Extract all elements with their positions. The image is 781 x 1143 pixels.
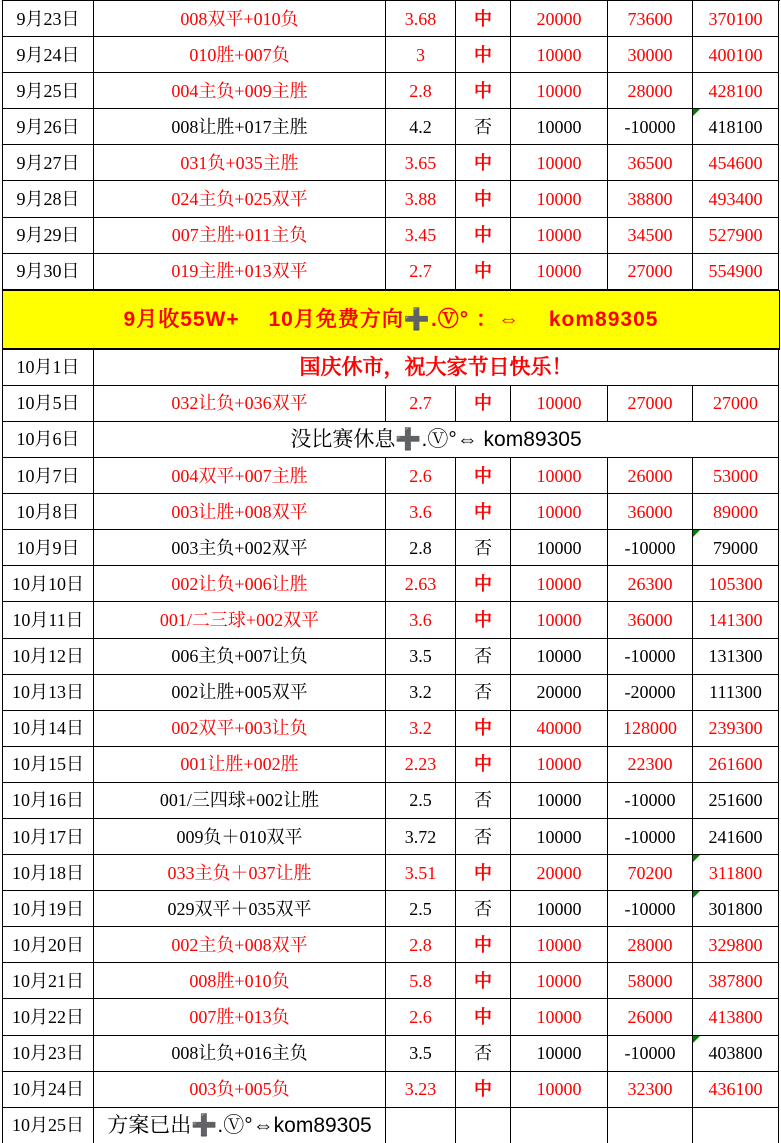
cell-stake[interactable]: 10000 — [511, 254, 608, 290]
cell-profit[interactable]: 32300 — [608, 1072, 693, 1108]
cell-pick[interactable]: 032让负+036双平 — [94, 386, 386, 422]
green-corner-marker-icon — [693, 530, 700, 537]
cell-total[interactable]: 141300 — [693, 602, 779, 638]
cell-date[interactable]: 10月1日 — [3, 350, 94, 386]
cell-result[interactable] — [456, 1108, 511, 1143]
plan-note-cell[interactable]: 方案已出➕.Ⓥ°⇔kom89305 — [94, 1108, 386, 1143]
cell-stake[interactable]: 10000 — [511, 73, 608, 109]
cell-odds[interactable]: 5.8 — [386, 963, 456, 999]
cell-total[interactable]: 241600 — [693, 819, 779, 855]
cell-profit[interactable]: 30000 — [608, 37, 693, 73]
cell-result[interactable]: 中 — [456, 747, 511, 783]
cell-stake[interactable]: 10000 — [511, 386, 608, 422]
cell-odds[interactable]: 2.8 — [386, 927, 456, 963]
cell-odds[interactable]: 3.6 — [386, 602, 456, 638]
cell-stake[interactable]: 10000 — [511, 218, 608, 254]
cell-pick[interactable]: 033主负＋037让胜 — [94, 855, 386, 891]
cell-date[interactable]: 10月25日 — [3, 1108, 94, 1143]
cell-stake[interactable]: 10000 — [511, 1072, 608, 1108]
cell-pick[interactable]: 008双平+010负 — [94, 1, 386, 37]
cell-result[interactable]: 中 — [456, 566, 511, 602]
cell-total[interactable]: 105300 — [693, 566, 779, 602]
cell-pick[interactable]: 008胜+010负 — [94, 963, 386, 999]
cell-stake[interactable]: 10000 — [511, 927, 608, 963]
cell-odds[interactable]: 3.45 — [386, 218, 456, 254]
cell-date[interactable]: 10月14日 — [3, 711, 94, 747]
cell-stake[interactable]: 10000 — [511, 602, 608, 638]
cell-pick[interactable]: 008让负+016主负 — [94, 1036, 386, 1072]
green-corner-marker-icon — [693, 109, 700, 116]
cell-profit[interactable]: 70200 — [608, 855, 693, 891]
cell-pick[interactable]: 002双平+003让负 — [94, 711, 386, 747]
cell-date[interactable]: 10月13日 — [3, 675, 94, 711]
cell-profit[interactable]: 73600 — [608, 1, 693, 37]
table-row — [3, 819, 780, 855]
cell-pick[interactable]: 002主负+008双平 — [94, 927, 386, 963]
cell-total[interactable]: 454600 — [693, 145, 779, 181]
cell-stake[interactable]: 10000 — [511, 109, 608, 145]
cell-pick[interactable]: 002让负+006让胜 — [94, 566, 386, 602]
cell-date[interactable]: 10月19日 — [3, 891, 94, 927]
cell-result[interactable]: 中 — [456, 494, 511, 530]
cell-result[interactable]: 中 — [456, 145, 511, 181]
table-row — [3, 386, 780, 422]
cell-result[interactable]: 否 — [456, 1036, 511, 1072]
cell-pick[interactable]: 001/三四球+002让胜 — [94, 783, 386, 819]
cell-date[interactable]: 9月25日 — [3, 73, 94, 109]
table-row — [3, 891, 780, 927]
cell-profit[interactable]: 36000 — [608, 494, 693, 530]
cell-pick[interactable]: 003主负+002双平 — [94, 530, 386, 566]
table-row — [3, 963, 780, 999]
table-row — [3, 711, 780, 747]
table-row — [3, 747, 780, 783]
cell-odds[interactable]: 3.51 — [386, 855, 456, 891]
cell-odds[interactable]: 2.63 — [386, 566, 456, 602]
cell-date[interactable]: 9月29日 — [3, 218, 94, 254]
cell-result[interactable]: 中 — [456, 602, 511, 638]
cell-total[interactable]: 53000 — [693, 458, 779, 494]
cell-profit[interactable]: 28000 — [608, 73, 693, 109]
cell-date[interactable]: 10月5日 — [3, 386, 94, 422]
cell-date[interactable]: 10月8日 — [3, 494, 94, 530]
cell-stake[interactable]: 40000 — [511, 711, 608, 747]
table-row — [3, 37, 780, 73]
betting-results-table — [2, 0, 780, 1143]
cell-profit[interactable]: 26300 — [608, 566, 693, 602]
cell-profit[interactable]: 34500 — [608, 218, 693, 254]
cell-date[interactable]: 10月12日 — [3, 639, 94, 675]
cell-odds[interactable]: 3.88 — [386, 181, 456, 217]
cell-profit[interactable]: -10000 — [608, 639, 693, 675]
cell-result[interactable]: 中 — [456, 963, 511, 999]
cell-odds[interactable]: 3.2 — [386, 675, 456, 711]
cell-odds[interactable]: 4.2 — [386, 109, 456, 145]
cell-stake[interactable]: 10000 — [511, 458, 608, 494]
cell-pick[interactable]: 004双平+007主胜 — [94, 458, 386, 494]
cell-result[interactable]: 中 — [456, 855, 511, 891]
cell-result[interactable]: 否 — [456, 530, 511, 566]
table-row — [3, 1, 780, 37]
table-row — [3, 422, 780, 458]
cell-stake[interactable]: 20000 — [511, 675, 608, 711]
cell-stake[interactable]: 10000 — [511, 819, 608, 855]
cell-odds[interactable]: 2.5 — [386, 891, 456, 927]
cell-stake[interactable]: 20000 — [511, 1, 608, 37]
table-row — [3, 218, 780, 254]
green-corner-marker-icon — [693, 891, 700, 898]
cell-result[interactable]: 中 — [456, 999, 511, 1035]
cell-date[interactable]: 10月6日 — [3, 422, 94, 458]
cell-result[interactable]: 中 — [456, 181, 511, 217]
cell-total[interactable]: 554900 — [693, 254, 779, 290]
cell-date[interactable]: 10月22日 — [3, 999, 94, 1035]
cell-profit[interactable]: 22300 — [608, 747, 693, 783]
cell-profit[interactable]: -10000 — [608, 783, 693, 819]
table-row — [3, 145, 780, 181]
table-row — [3, 494, 780, 530]
cell-odds[interactable]: 3.65 — [386, 145, 456, 181]
table-row — [3, 855, 780, 891]
cell-stake[interactable]: 10000 — [511, 37, 608, 73]
cell-profit[interactable]: 26000 — [608, 999, 693, 1035]
cell-result[interactable]: 中 — [456, 458, 511, 494]
cell-odds[interactable]: 3.23 — [386, 1072, 456, 1108]
cell-total[interactable]: 89000 — [693, 494, 779, 530]
table-row — [3, 675, 780, 711]
cell-profit[interactable]: -10000 — [608, 1036, 693, 1072]
cell-result[interactable]: 中 — [456, 37, 511, 73]
cell-odds[interactable] — [386, 1108, 456, 1143]
cell-odds[interactable]: 3.6 — [386, 494, 456, 530]
cell-total[interactable]: 261600 — [693, 747, 779, 783]
cell-total[interactable]: 400100 — [693, 37, 779, 73]
cell-profit[interactable]: -20000 — [608, 675, 693, 711]
cell-total[interactable]: 387800 — [693, 963, 779, 999]
table-row — [3, 530, 780, 566]
cell-result[interactable]: 否 — [456, 783, 511, 819]
cell-total[interactable]: 403800 — [693, 1036, 779, 1072]
table-row — [3, 290, 780, 350]
cell-total[interactable] — [693, 1108, 779, 1143]
cell-profit[interactable]: -10000 — [608, 530, 693, 566]
cell-profit[interactable]: 36000 — [608, 602, 693, 638]
cell-result[interactable]: 中 — [456, 1072, 511, 1108]
cell-total[interactable]: 329800 — [693, 927, 779, 963]
cell-pick[interactable]: 029双平＋035双平 — [94, 891, 386, 927]
cell-date[interactable]: 10月23日 — [3, 1036, 94, 1072]
cell-pick[interactable]: 008让胜+017主胜 — [94, 109, 386, 145]
cell-total[interactable]: 239300 — [693, 711, 779, 747]
table-row — [3, 566, 780, 602]
cell-profit[interactable] — [608, 1108, 693, 1143]
cell-date[interactable]: 9月23日 — [3, 1, 94, 37]
cell-pick[interactable]: 019主胜+013双平 — [94, 254, 386, 290]
cell-pick[interactable]: 006主负+007让负 — [94, 639, 386, 675]
cell-odds[interactable]: 2.7 — [386, 254, 456, 290]
cell-stake[interactable]: 10000 — [511, 639, 608, 675]
green-corner-marker-icon — [693, 855, 700, 862]
cell-total[interactable]: 370100 — [693, 1, 779, 37]
table-row — [3, 639, 780, 675]
cell-date[interactable]: 10月18日 — [3, 855, 94, 891]
table-row — [3, 350, 780, 386]
cell-pick[interactable]: 024主负+025双平 — [94, 181, 386, 217]
cell-result[interactable]: 否 — [456, 891, 511, 927]
cell-odds[interactable]: 3.68 — [386, 1, 456, 37]
cell-total[interactable]: 111300 — [693, 675, 779, 711]
cell-profit[interactable]: 27000 — [608, 254, 693, 290]
cell-odds[interactable]: 3.5 — [386, 1036, 456, 1072]
cell-total[interactable]: 428100 — [693, 73, 779, 109]
cell-date[interactable]: 9月28日 — [3, 181, 94, 217]
cell-total[interactable]: 493400 — [693, 181, 779, 217]
cell-stake[interactable] — [511, 1108, 608, 1143]
cell-date[interactable]: 10月24日 — [3, 1072, 94, 1108]
cell-result[interactable]: 中 — [456, 1, 511, 37]
note-cell[interactable]: 国庆休市，祝大家节日快乐！ — [94, 350, 779, 386]
cell-odds[interactable]: 2.6 — [386, 458, 456, 494]
cell-pick[interactable]: 001/二三球+002双平 — [94, 602, 386, 638]
cell-total[interactable]: 413800 — [693, 999, 779, 1035]
cell-total[interactable]: 418100 — [693, 109, 779, 145]
table-row — [3, 602, 780, 638]
cell-date[interactable]: 10月21日 — [3, 963, 94, 999]
cell-odds[interactable]: 3.72 — [386, 819, 456, 855]
cell-odds[interactable]: 2.8 — [386, 73, 456, 109]
cell-pick[interactable]: 010胜+007负 — [94, 37, 386, 73]
cell-stake[interactable]: 10000 — [511, 891, 608, 927]
cell-stake[interactable]: 10000 — [511, 566, 608, 602]
cell-pick[interactable]: 001让胜+002胜 — [94, 747, 386, 783]
cell-date[interactable]: 10月17日 — [3, 819, 94, 855]
cell-stake[interactable]: 10000 — [511, 181, 608, 217]
cell-date[interactable]: 9月27日 — [3, 145, 94, 181]
cell-profit[interactable]: -10000 — [608, 109, 693, 145]
cell-result[interactable]: 否 — [456, 819, 511, 855]
cell-stake[interactable]: 10000 — [511, 494, 608, 530]
cell-pick[interactable]: 031负+035主胜 — [94, 145, 386, 181]
cell-total[interactable]: 251600 — [693, 783, 779, 819]
table-row — [3, 999, 780, 1035]
cell-total[interactable]: 527900 — [693, 218, 779, 254]
cell-total[interactable]: 79000 — [693, 530, 779, 566]
cell-odds[interactable]: 3.2 — [386, 711, 456, 747]
cell-date[interactable]: 10月15日 — [3, 747, 94, 783]
table-row — [3, 181, 780, 217]
green-corner-marker-icon — [693, 1036, 700, 1043]
cell-stake[interactable]: 10000 — [511, 963, 608, 999]
cell-date[interactable]: 10月10日 — [3, 566, 94, 602]
cell-total[interactable]: 27000 — [693, 386, 779, 422]
cell-date[interactable]: 9月24日 — [3, 37, 94, 73]
cell-pick[interactable]: 003让胜+008双平 — [94, 494, 386, 530]
table-row — [3, 1036, 780, 1072]
cell-odds[interactable]: 2.6 — [386, 999, 456, 1035]
cell-stake[interactable]: 10000 — [511, 747, 608, 783]
cell-total[interactable]: 131300 — [693, 639, 779, 675]
cell-stake[interactable]: 10000 — [511, 1036, 608, 1072]
cell-odds[interactable]: 2.7 — [386, 386, 456, 422]
table-row — [3, 783, 780, 819]
cell-result[interactable]: 中 — [456, 254, 511, 290]
table-row — [3, 254, 780, 290]
table-row — [3, 927, 780, 963]
cell-total[interactable]: 301800 — [693, 891, 779, 927]
cell-odds[interactable]: 2.5 — [386, 783, 456, 819]
cell-profit[interactable]: -10000 — [608, 891, 693, 927]
cell-stake[interactable]: 10000 — [511, 999, 608, 1035]
table-row — [3, 458, 780, 494]
cell-odds[interactable]: 2.23 — [386, 747, 456, 783]
cell-date[interactable]: 9月26日 — [3, 109, 94, 145]
cell-date[interactable]: 10月9日 — [3, 530, 94, 566]
cell-result[interactable]: 中 — [456, 386, 511, 422]
cell-total[interactable]: 311800 — [693, 855, 779, 891]
cell-date[interactable]: 10月16日 — [3, 783, 94, 819]
table-row — [3, 1108, 780, 1143]
promo-banner[interactable]: 9月收55W+ 10月免费方向➕.Ⓥ° ：⇔ kom89305 — [3, 290, 780, 350]
cell-profit[interactable]: 58000 — [608, 963, 693, 999]
cell-date[interactable]: 10月11日 — [3, 602, 94, 638]
cell-profit[interactable]: -10000 — [608, 819, 693, 855]
cell-date[interactable]: 10月7日 — [3, 458, 94, 494]
cell-result[interactable]: 中 — [456, 218, 511, 254]
cell-result[interactable]: 否 — [456, 675, 511, 711]
cell-date[interactable]: 10月20日 — [3, 927, 94, 963]
table-row — [3, 73, 780, 109]
note-cell[interactable]: 没比赛休息➕.Ⓥ°⇔ kom89305 — [94, 422, 779, 458]
cell-result[interactable]: 中 — [456, 711, 511, 747]
cell-result[interactable]: 中 — [456, 73, 511, 109]
cell-odds[interactable]: 2.8 — [386, 530, 456, 566]
cell-pick[interactable]: 007胜+013负 — [94, 999, 386, 1035]
cell-result[interactable]: 否 — [456, 639, 511, 675]
cell-pick[interactable]: 007主胜+011主负 — [94, 218, 386, 254]
cell-profit[interactable]: 36500 — [608, 145, 693, 181]
cell-pick[interactable]: 003负+005负 — [94, 1072, 386, 1108]
cell-profit[interactable]: 26000 — [608, 458, 693, 494]
cell-date[interactable]: 9月30日 — [3, 254, 94, 290]
cell-total[interactable]: 436100 — [693, 1072, 779, 1108]
table-row — [3, 109, 780, 145]
cell-result[interactable]: 否 — [456, 109, 511, 145]
cell-odds[interactable]: 3 — [386, 37, 456, 73]
cell-stake[interactable]: 10000 — [511, 783, 608, 819]
cell-pick[interactable]: 009负＋010双平 — [94, 819, 386, 855]
cell-profit[interactable]: 27000 — [608, 386, 693, 422]
cell-result[interactable]: 中 — [456, 927, 511, 963]
table-row — [3, 1072, 780, 1108]
cell-profit[interactable]: 128000 — [608, 711, 693, 747]
cell-stake[interactable]: 10000 — [511, 530, 608, 566]
cell-profit[interactable]: 38800 — [608, 181, 693, 217]
cell-pick[interactable]: 004主负+009主胜 — [94, 73, 386, 109]
cell-odds[interactable]: 3.5 — [386, 639, 456, 675]
cell-pick[interactable]: 002让胜+005双平 — [94, 675, 386, 711]
cell-stake[interactable]: 10000 — [511, 145, 608, 181]
cell-profit[interactable]: 28000 — [608, 927, 693, 963]
cell-stake[interactable]: 20000 — [511, 855, 608, 891]
